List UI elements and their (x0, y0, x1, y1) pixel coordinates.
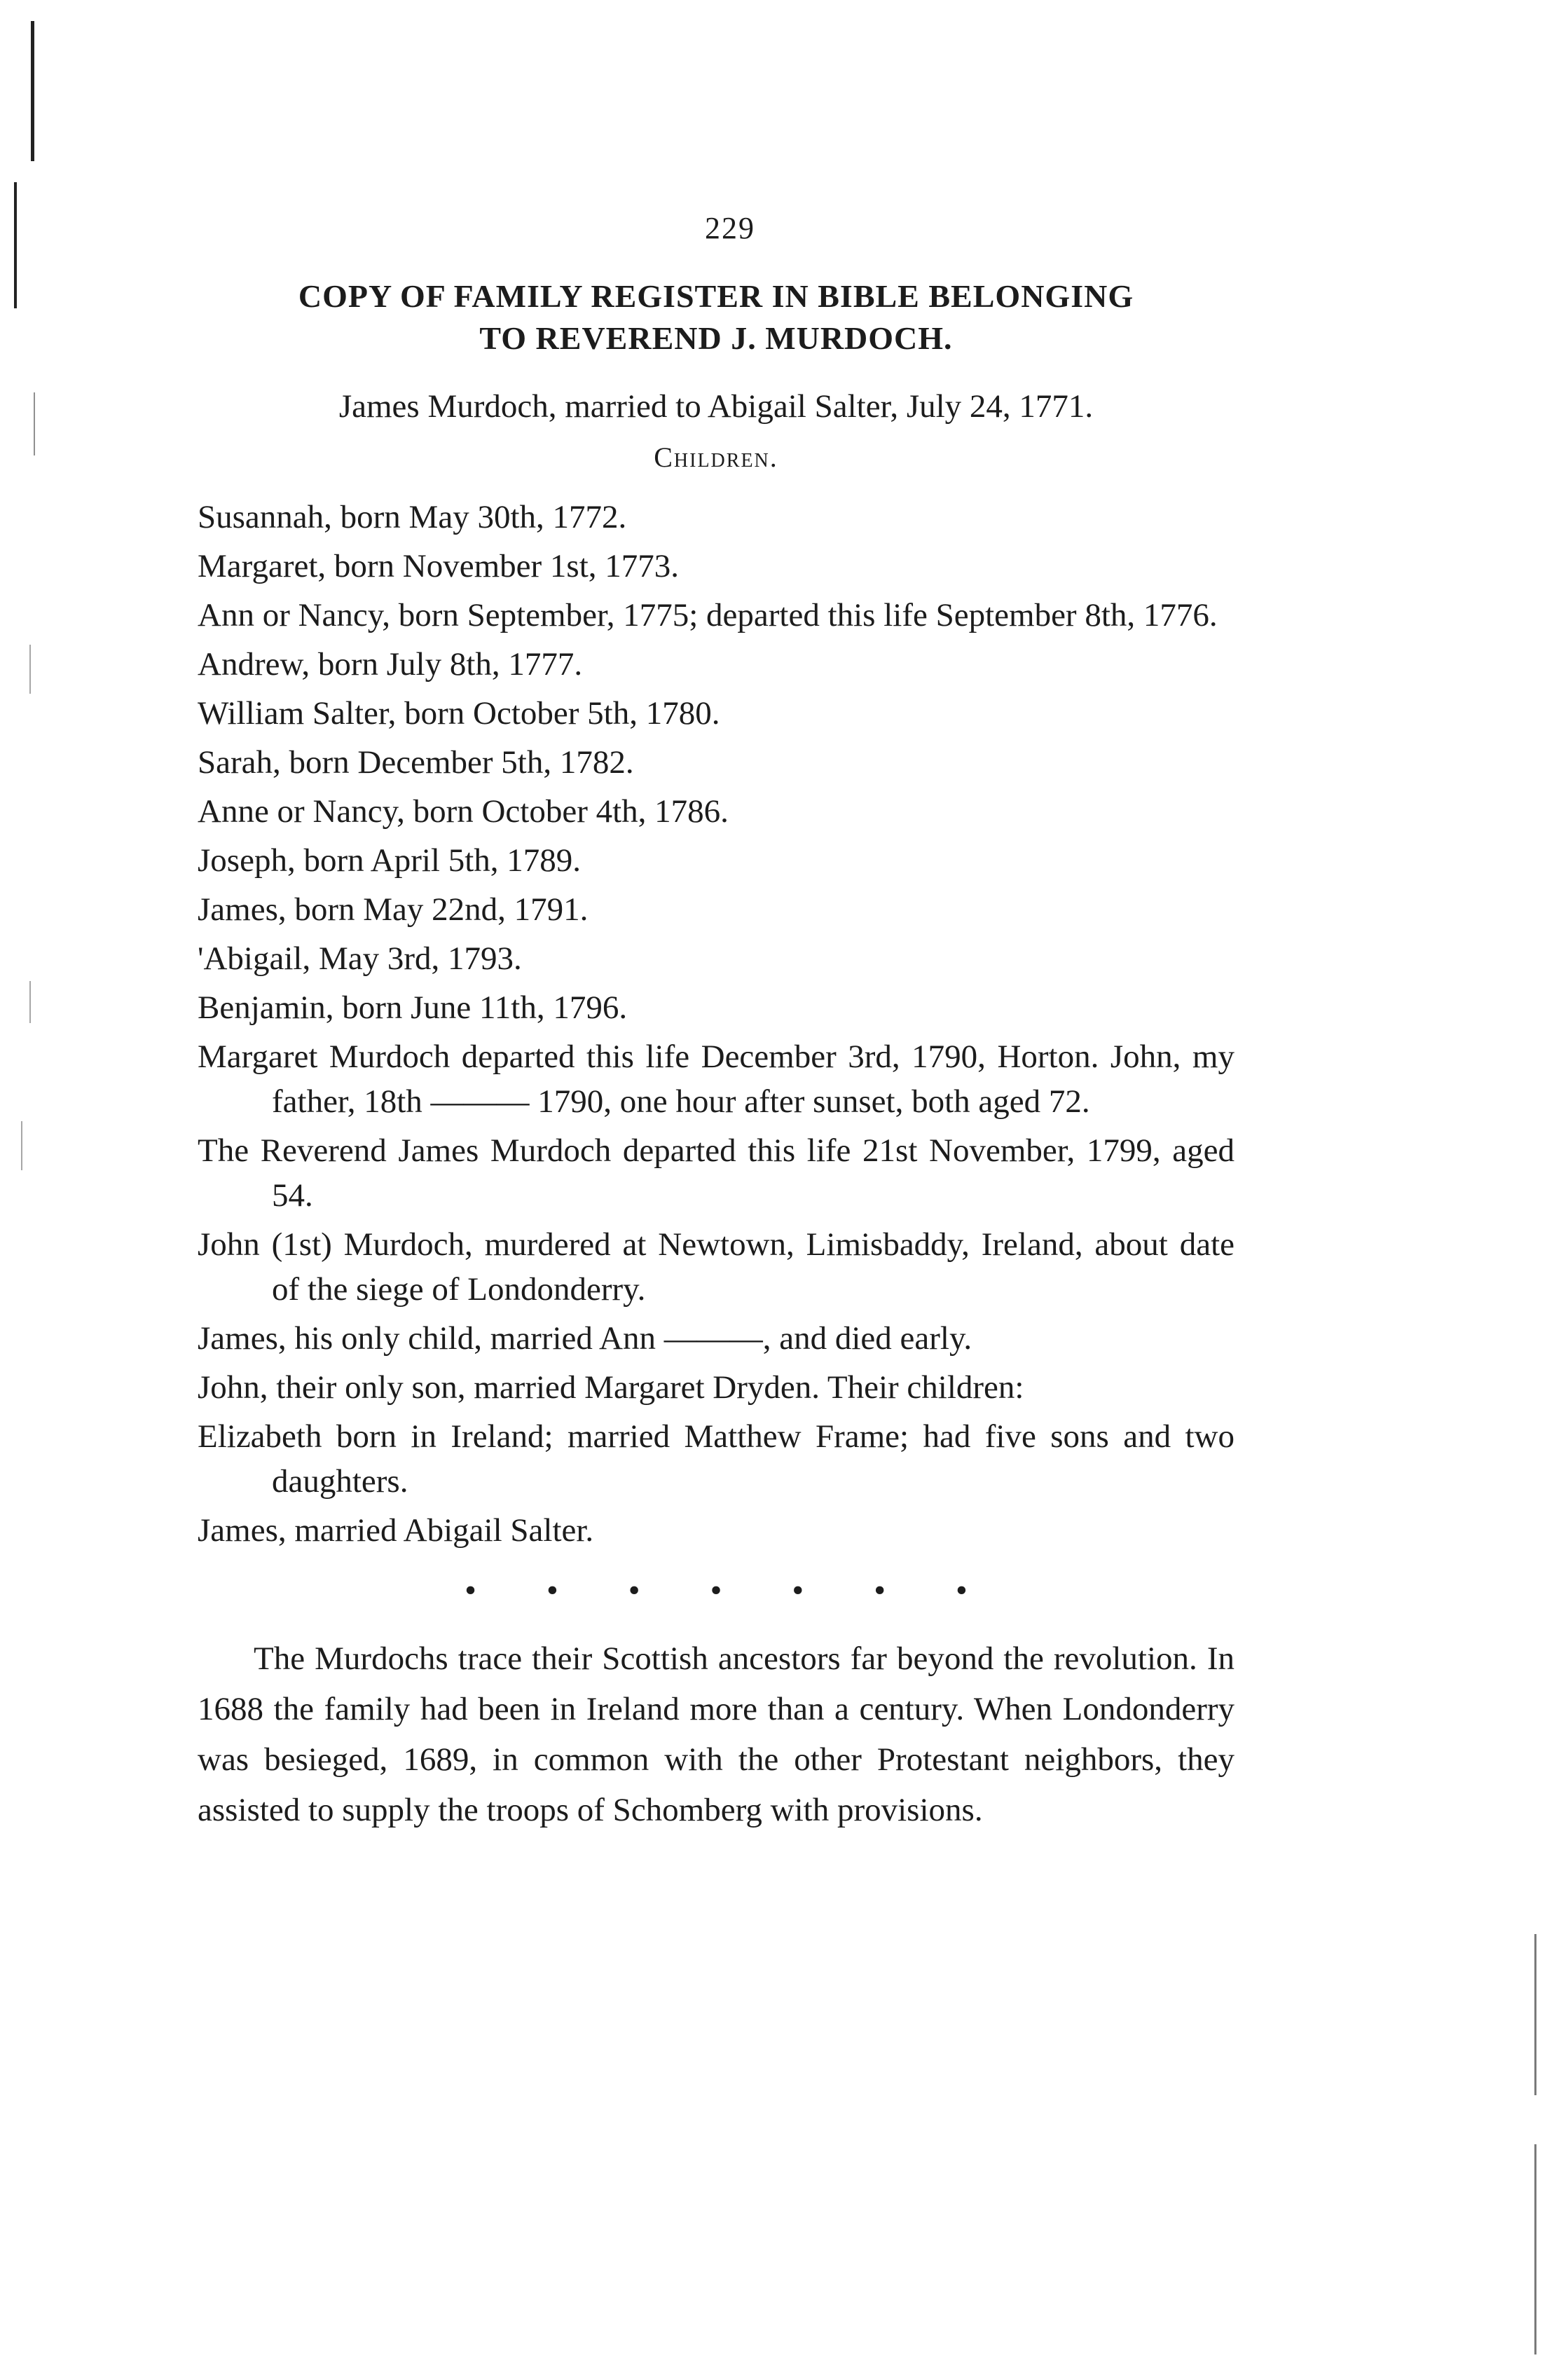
register-entry: Andrew, born July 8th, 1777. (198, 646, 583, 683)
register-entry: James, married Abigail Salter. (198, 1512, 594, 1549)
register-title-line: TO REVEREND J. MURDOCH. (479, 320, 953, 356)
register-entry: Anne or Nancy, born October 4th, 1786. (198, 793, 729, 830)
closing-paragraph: The Murdochs trace their Scottish ancestors far beyond the revolution. In 1688 the family had been in Ireland more than a century. When Londonderry was besieged, 1689, in common with the other Protestant neighbors, they assisted to supply the troops of Schomberg with provisions. (198, 1640, 1235, 1828)
left-margin-mark (14, 182, 17, 308)
left-margin-mark (21, 1121, 22, 1170)
register-entry: Elizabeth born in Ireland; married Matthew Frame; had five sons and two daughters. (198, 1418, 1235, 1500)
register-entry: Margaret Murdoch departed this life December 3rd, 1790, Horton. John, my father, 18th ——— 1790, one hour after sunset, both aged 72. (198, 1038, 1235, 1120)
register-entry: William Salter, born October 5th, 1780. (198, 695, 720, 732)
register-entry: Benjamin, born June 11th, 1796. (198, 989, 628, 1026)
left-margin-mark (34, 392, 35, 455)
register-entry: John, their only son, married Margaret Dryden. Their children: (198, 1369, 1024, 1406)
marriage-record: James Murdoch, married to Abigail Salter, July 24, 1771. (338, 388, 1094, 425)
left-margin-mark (29, 981, 31, 1023)
register-entry: Sarah, born December 5th, 1782. (198, 744, 634, 781)
register-entry: James, born May 22nd, 1791. (198, 891, 589, 928)
register-entry: 'Abigail, May 3rd, 1793. (198, 940, 522, 977)
register-entries (198, 495, 1235, 1553)
register-entry: Ann or Nancy, born September, 1775; departed this life September 8th, 1776. (198, 597, 1218, 633)
left-margin-mark (29, 645, 31, 694)
register-entry: Joseph, born April 5th, 1789. (198, 842, 582, 879)
page-number: 229 (705, 211, 755, 245)
right-margin-mark (1534, 2144, 1536, 2354)
left-margin-mark (31, 21, 34, 161)
register-entry: The Reverend James Murdoch departed this life 21st November, 1799, aged 54. (198, 1132, 1235, 1214)
children-heading: Children. (654, 441, 778, 473)
right-margin-mark (1534, 1934, 1536, 2095)
section-separator: • • • • • • • (465, 1572, 998, 1609)
page-content (198, 210, 1235, 1835)
register-title-line: COPY OF FAMILY REGISTER IN BIBLE BELONGING (298, 278, 1134, 314)
register-entry: Susannah, born May 30th, 1772. (198, 499, 627, 535)
register-entry: John (1st) Murdoch, murdered at Newtown, Limisbaddy, Ireland, about date of the siege of Londonderry. (198, 1226, 1235, 1308)
register-title (198, 275, 1235, 359)
register-entry: Margaret, born November 1st, 1773. (198, 548, 680, 584)
register-entry: James, his only child, married Ann ———, and died early. (198, 1320, 972, 1357)
